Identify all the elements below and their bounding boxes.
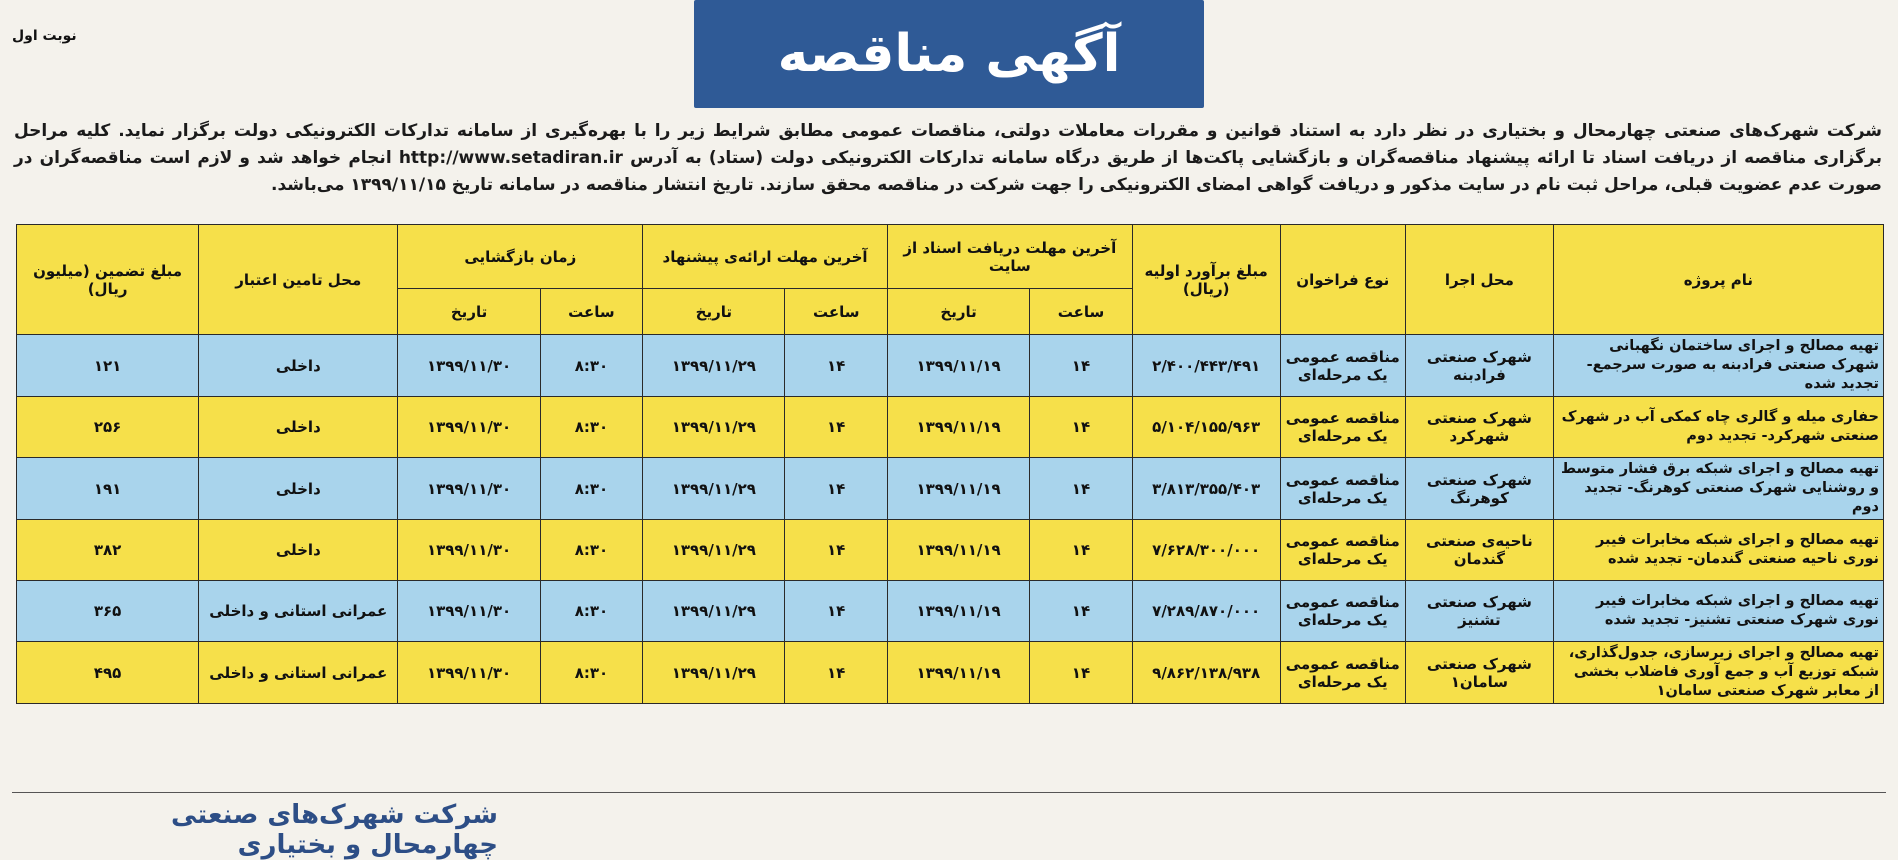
- intro-line-1: شرکت شهرک‌های صنعتی چهارمحال و بختیاری در نظر دارد به استناد قوانین و مقررات معاملات دولتی، مناقصات عمومی مطابق شرایط زیر را با بهره‌گیری از سامانه تدارکات الکترونیکی دولت برگزار نماید. کلیه مراحل برگزاری مناقصه از دریافت: [14, 121, 1882, 168]
- intro-line-4: سایت مذکور و دریافت گواهی امضای الکترونیکی را جهت شرکت در مناقصه محقق سازند. تاریخ انتشار مناقصه در سامانه تاریخ ۱۳۹۹/۱۱/۱۵ می‌باشد.: [271, 175, 1506, 195]
- funding-cell: عمرانی استانی و داخلی: [199, 642, 398, 704]
- open-time-cell: ۸:۳۰: [540, 581, 642, 642]
- offer-time-cell: ۱۴: [785, 458, 887, 520]
- header-estimate: مبلغ برآورد اولیه (ریال): [1132, 225, 1280, 335]
- location-cell: شهرک صنعتی فرادبنه: [1405, 335, 1553, 397]
- open-time-cell: ۸:۳۰: [540, 642, 642, 704]
- header-location: محل اجرا: [1405, 225, 1553, 335]
- edition-label: نوبت اول: [12, 28, 77, 44]
- doc-time-cell: ۱۴: [1030, 335, 1132, 397]
- project-cell: تهیه مصالح و اجرای شبکه مخابرات فیبر نوری ناحیه صنعتی گندمان- تجدید شده: [1553, 520, 1883, 581]
- location-cell: شهرک صنعتی کوهرنگ: [1405, 458, 1553, 520]
- table-row: [17, 581, 1884, 642]
- header-project: نام پروژه: [1553, 225, 1883, 335]
- intro-text: [14, 118, 1882, 199]
- doc-date-cell: ۱۳۹۹/۱۱/۱۹: [887, 642, 1029, 704]
- estimate-cell: ۲/۴۰۰/۴۴۳/۴۹۱: [1132, 335, 1280, 397]
- open-date-cell: ۱۳۹۹/۱۱/۳۰: [398, 397, 540, 458]
- location-cell: ناحیه‌ی صنعتی گندمان: [1405, 520, 1553, 581]
- project-cell: تهیه مصالح و اجرای شبکه برق فشار متوسط و روشنایی شهرک صنعتی کوهرنگ- تجدید دوم: [1553, 458, 1883, 520]
- guarantee-cell: ۱۹۱: [17, 458, 199, 520]
- guarantee-cell: ۱۲۱: [17, 335, 199, 397]
- offer-date-cell: ۱۳۹۹/۱۱/۲۹: [643, 397, 785, 458]
- offer-date-cell: ۱۳۹۹/۱۱/۲۹: [643, 642, 785, 704]
- estimate-cell: ۹/۸۶۲/۱۳۸/۹۳۸: [1132, 642, 1280, 704]
- guarantee-cell: ۳۶۵: [17, 581, 199, 642]
- table-row: [17, 335, 1884, 397]
- project-cell: تهیه مصالح و اجرای زیرسازی، جدول‌گذاری، شبکه توزیع آب و جمع آوری فاضلاب بخشی از معابر شهرک صنعتی سامان۱: [1553, 642, 1883, 704]
- open-date-cell: ۱۳۹۹/۱۱/۳۰: [398, 458, 540, 520]
- doc-time-cell: ۱۴: [1030, 642, 1132, 704]
- setad-url-link[interactable]: http://www.setadiran.ir: [398, 148, 623, 168]
- offer-date-cell: ۱۳۹۹/۱۱/۲۹: [643, 458, 785, 520]
- open-date-cell: ۱۳۹۹/۱۱/۳۰: [398, 581, 540, 642]
- doc-date-cell: ۱۳۹۹/۱۱/۱۹: [887, 458, 1029, 520]
- estimate-cell: ۷/۲۸۹/۸۷۰/۰۰۰: [1132, 581, 1280, 642]
- table-row: [17, 458, 1884, 520]
- doc-date-cell: ۱۳۹۹/۱۱/۱۹: [887, 520, 1029, 581]
- table-row: [17, 642, 1884, 704]
- offer-time-cell: ۱۴: [785, 520, 887, 581]
- header-call-type: نوع فراخوان: [1280, 225, 1405, 335]
- header-offer-time: ساعت: [785, 289, 887, 335]
- open-date-cell: ۱۳۹۹/۱۱/۳۰: [398, 520, 540, 581]
- header-open-date: تاریخ: [398, 289, 540, 335]
- call-type-cell: مناقصه عمومی یک مرحله‌ای: [1280, 458, 1405, 520]
- tender-rows: [17, 335, 1884, 704]
- footer-company: شرکت شهرک‌های صنعتی چهارمحال و بختیاری: [171, 800, 498, 860]
- guarantee-cell: ۴۹۵: [17, 642, 199, 704]
- offer-date-cell: ۱۳۹۹/۱۱/۲۹: [643, 520, 785, 581]
- table-row: [17, 397, 1884, 458]
- project-cell: تهیه مصالح و اجرای ساختمان نگهبانی شهرک صنعتی فرادبنه به صورت سرجمع- تجدید شده: [1553, 335, 1883, 397]
- doc-time-cell: ۱۴: [1030, 397, 1132, 458]
- offer-time-cell: ۱۴: [785, 581, 887, 642]
- header-opening: زمان بازگشایی: [398, 225, 643, 289]
- project-cell: تهیه مصالح و اجرای شبکه مخابرات فیبر نوری شهرک صنعتی تشنیز- تجدید شده: [1553, 581, 1883, 642]
- offer-time-cell: ۱۴: [785, 397, 887, 458]
- funding-cell: داخلی: [199, 520, 398, 581]
- doc-time-cell: ۱۴: [1030, 581, 1132, 642]
- guarantee-cell: ۲۵۶: [17, 397, 199, 458]
- call-type-cell: مناقصه عمومی یک مرحله‌ای: [1280, 642, 1405, 704]
- open-date-cell: ۱۳۹۹/۱۱/۳۰: [398, 335, 540, 397]
- open-date-cell: ۱۳۹۹/۱۱/۳۰: [398, 642, 540, 704]
- funding-cell: داخلی: [199, 397, 398, 458]
- open-time-cell: ۸:۳۰: [540, 397, 642, 458]
- guarantee-cell: ۳۸۲: [17, 520, 199, 581]
- doc-date-cell: ۱۳۹۹/۱۱/۱۹: [887, 335, 1029, 397]
- notice-title: آگهی مناقصه: [694, 0, 1204, 108]
- location-cell: شهرک صنعتی تشنیز: [1405, 581, 1553, 642]
- funding-cell: داخلی: [199, 458, 398, 520]
- offer-date-cell: ۱۳۹۹/۱۱/۲۹: [643, 335, 785, 397]
- doc-time-cell: ۱۴: [1030, 520, 1132, 581]
- intro-line-3: انجام خواهد شد و لازم است مناقصه‌گران در صورت عدم عضویت قبلی، مراحل ثبت نام در: [14, 148, 1882, 195]
- header-funding: محل تامین اعتبار: [199, 225, 398, 335]
- call-type-cell: مناقصه عمومی یک مرحله‌ای: [1280, 581, 1405, 642]
- funding-cell: داخلی: [199, 335, 398, 397]
- offer-date-cell: ۱۳۹۹/۱۱/۲۹: [643, 581, 785, 642]
- location-cell: شهرک صنعتی سامان۱: [1405, 642, 1553, 704]
- header-offer-deadline: آخرین مهلت ارائه‌ی پیشنهاد: [643, 225, 888, 289]
- estimate-cell: ۵/۱۰۴/۱۵۵/۹۶۳: [1132, 397, 1280, 458]
- table-row: [17, 520, 1884, 581]
- estimate-cell: ۳/۸۱۳/۳۵۵/۴۰۳: [1132, 458, 1280, 520]
- call-type-cell: مناقصه عمومی یک مرحله‌ای: [1280, 335, 1405, 397]
- footer-divider: [12, 792, 1886, 793]
- header-doc-deadline: آخرین مهلت دریافت اسناد از سایت: [887, 225, 1132, 289]
- project-cell: حفاری میله و گالری چاه کمکی آب در شهرک صنعتی شهرکرد- تجدید دوم: [1553, 397, 1883, 458]
- header-offer-date: تاریخ: [643, 289, 785, 335]
- offer-time-cell: ۱۴: [785, 642, 887, 704]
- header-guarantee: مبلغ تضمین (میلیون ریال): [17, 225, 199, 335]
- open-time-cell: ۸:۳۰: [540, 335, 642, 397]
- intro-line-2: اسناد تا ارائه پیشنهاد مناقصه‌گران و بازگشایی پاکت‌ها از طریق درگاه سامانه تدارکات الکترونیکی دولت (ستاد) به آدرس: [630, 148, 1647, 168]
- call-type-cell: مناقصه عمومی یک مرحله‌ای: [1280, 520, 1405, 581]
- estimate-cell: ۷/۶۲۸/۳۰۰/۰۰۰: [1132, 520, 1280, 581]
- header-doc-date: تاریخ: [887, 289, 1029, 335]
- tender-table: [16, 224, 1884, 704]
- offer-time-cell: ۱۴: [785, 335, 887, 397]
- open-time-cell: ۸:۳۰: [540, 520, 642, 581]
- location-cell: شهرک صنعتی شهرکرد: [1405, 397, 1553, 458]
- header-doc-time: ساعت: [1030, 289, 1132, 335]
- call-type-cell: مناقصه عمومی یک مرحله‌ای: [1280, 397, 1405, 458]
- doc-date-cell: ۱۳۹۹/۱۱/۱۹: [887, 581, 1029, 642]
- doc-date-cell: ۱۳۹۹/۱۱/۱۹: [887, 397, 1029, 458]
- doc-time-cell: ۱۴: [1030, 458, 1132, 520]
- funding-cell: عمرانی استانی و داخلی: [199, 581, 398, 642]
- open-time-cell: ۸:۳۰: [540, 458, 642, 520]
- header-open-time: ساعت: [540, 289, 642, 335]
